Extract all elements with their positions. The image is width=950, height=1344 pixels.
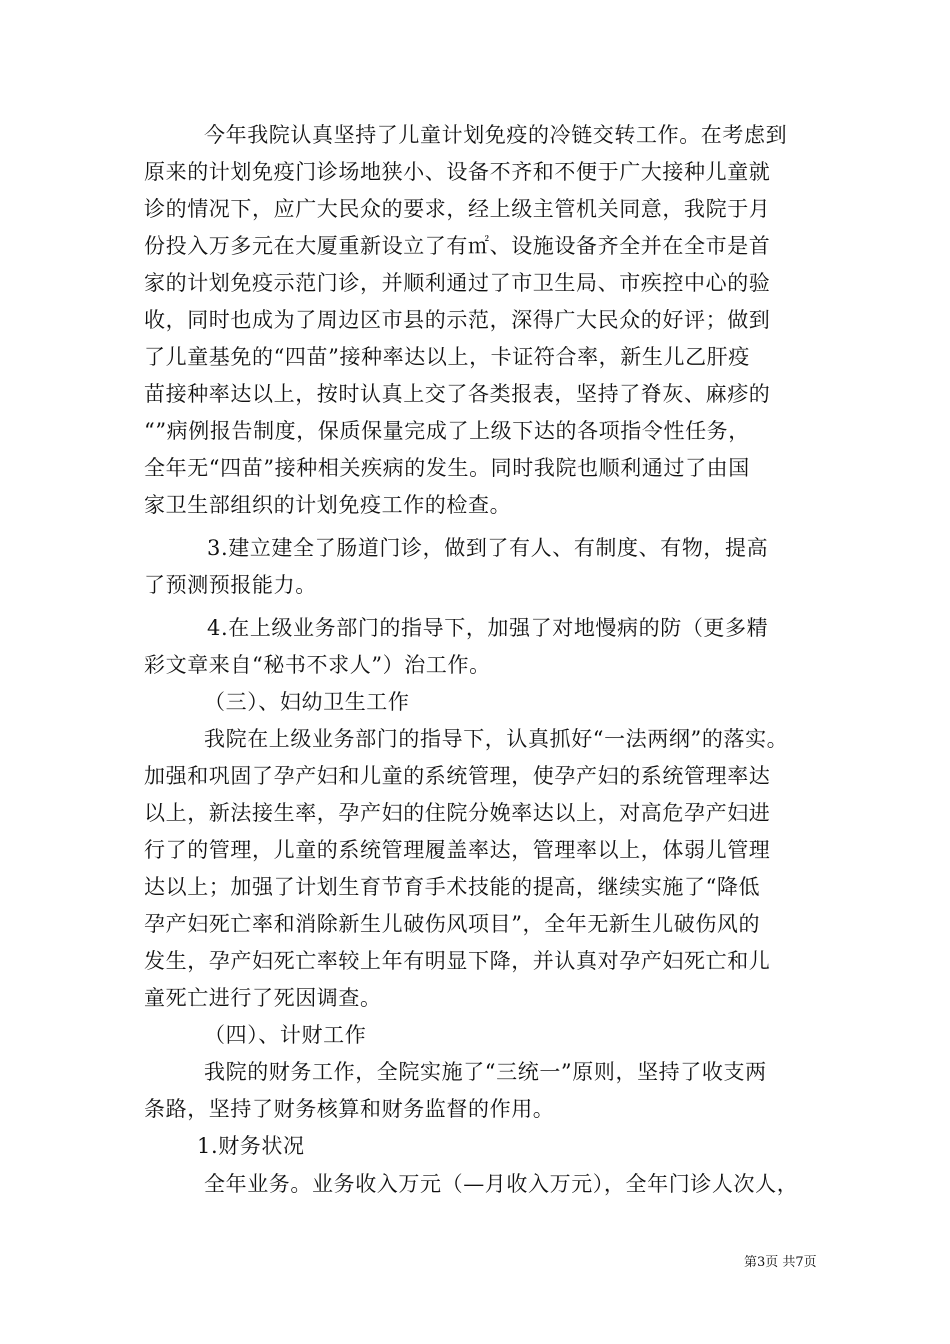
text-line: 诊的情况下，应广大民众的要求，经上级主管机关同意，我院于月: [144, 197, 771, 221]
text-line: 以上，新法接生率，孕产妇的住院分娩率达以上，对高危孕产妇进: [144, 801, 771, 825]
page-footer: 第3页 共7页: [744, 1255, 817, 1270]
text-line: “”病例报告制度，保质保量完成了上级下达的各项指令性任务，: [144, 419, 750, 443]
text-line: 条路，坚持了财务核算和财务监督的作用。: [144, 1097, 555, 1121]
text-line: 家卫生部组织的计划免疫工作的检查。: [144, 493, 512, 517]
text-line: 达以上；加强了计划生育节育手术技能的提高，继续实施了“降低: [144, 875, 761, 899]
text-line: 家的计划免疫示范门诊，并顺利通过了市卫生局、市疾控中心的验: [144, 271, 771, 295]
text-line: 孕产妇死亡率和消除新生儿破伤风项目”，全年无新生儿破伤风的: [144, 912, 761, 936]
text-line: 苗接种率达以上，按时认真上交了各类报表，坚持了脊灰、麻疹的: [144, 382, 771, 406]
text-line: 我院的财务工作，全院实施了“三统一”原则，坚持了收支两: [204, 1060, 767, 1084]
text-line: 全年业务。业务收入万元（—月收入万元），全年门诊人次人，: [204, 1172, 799, 1196]
text-line: （四）、计财工作: [204, 1023, 367, 1047]
text-line: 了儿童基免的“四苗”接种率达以上，卡证符合率，新生儿乙肝疫: [144, 345, 750, 369]
text-line: 我院在上级业务部门的指导下，认真抓好“一法两纲”的落实。: [204, 727, 789, 751]
text-line: 彩文章来自“秘书不求人”）治工作。: [144, 653, 491, 677]
text-line: （三）、妇幼卫生工作: [204, 690, 410, 714]
text-line: 1.财务状况: [197, 1134, 305, 1158]
text-line: 加强和巩固了孕产妇和儿童的系统管理，使孕产妇的系统管理率达: [144, 764, 771, 788]
text-line: 4.在上级业务部门的指导下，加强了对地慢病的防（更多精: [207, 616, 769, 640]
text-line: 今年我院认真坚持了儿童计划免疫的冷链交转工作。在考虑到: [204, 123, 788, 147]
text-line: 行了的管理，儿童的系统管理履盖率达，管理率以上，体弱儿管理: [144, 838, 771, 862]
text-line: 原来的计划免疫门诊场地狭小、设备不齐和不便于广大接种儿童就: [144, 160, 771, 184]
text-line: 份投入万多元在大厦重新设立了有㎡、设施设备齐全并在全市是首: [144, 234, 771, 258]
text-line: 发生，孕产妇死亡率较上年有明显下降，并认真对孕产妇死亡和儿: [144, 949, 771, 973]
text-line: 3.建立建全了肠道门诊，做到了有人、有制度、有物，提高: [207, 536, 769, 560]
text-line: 全年无“四苗”接种相关疾病的发生。同时我院也顺利通过了由国: [144, 456, 750, 480]
text-line: 童死亡进行了死因调查。: [144, 986, 382, 1010]
text-line: 了预测预报能力。: [144, 573, 317, 597]
text-line: 收，同时也成为了周边区市县的示范，深得广大民众的好评；做到: [144, 308, 771, 332]
